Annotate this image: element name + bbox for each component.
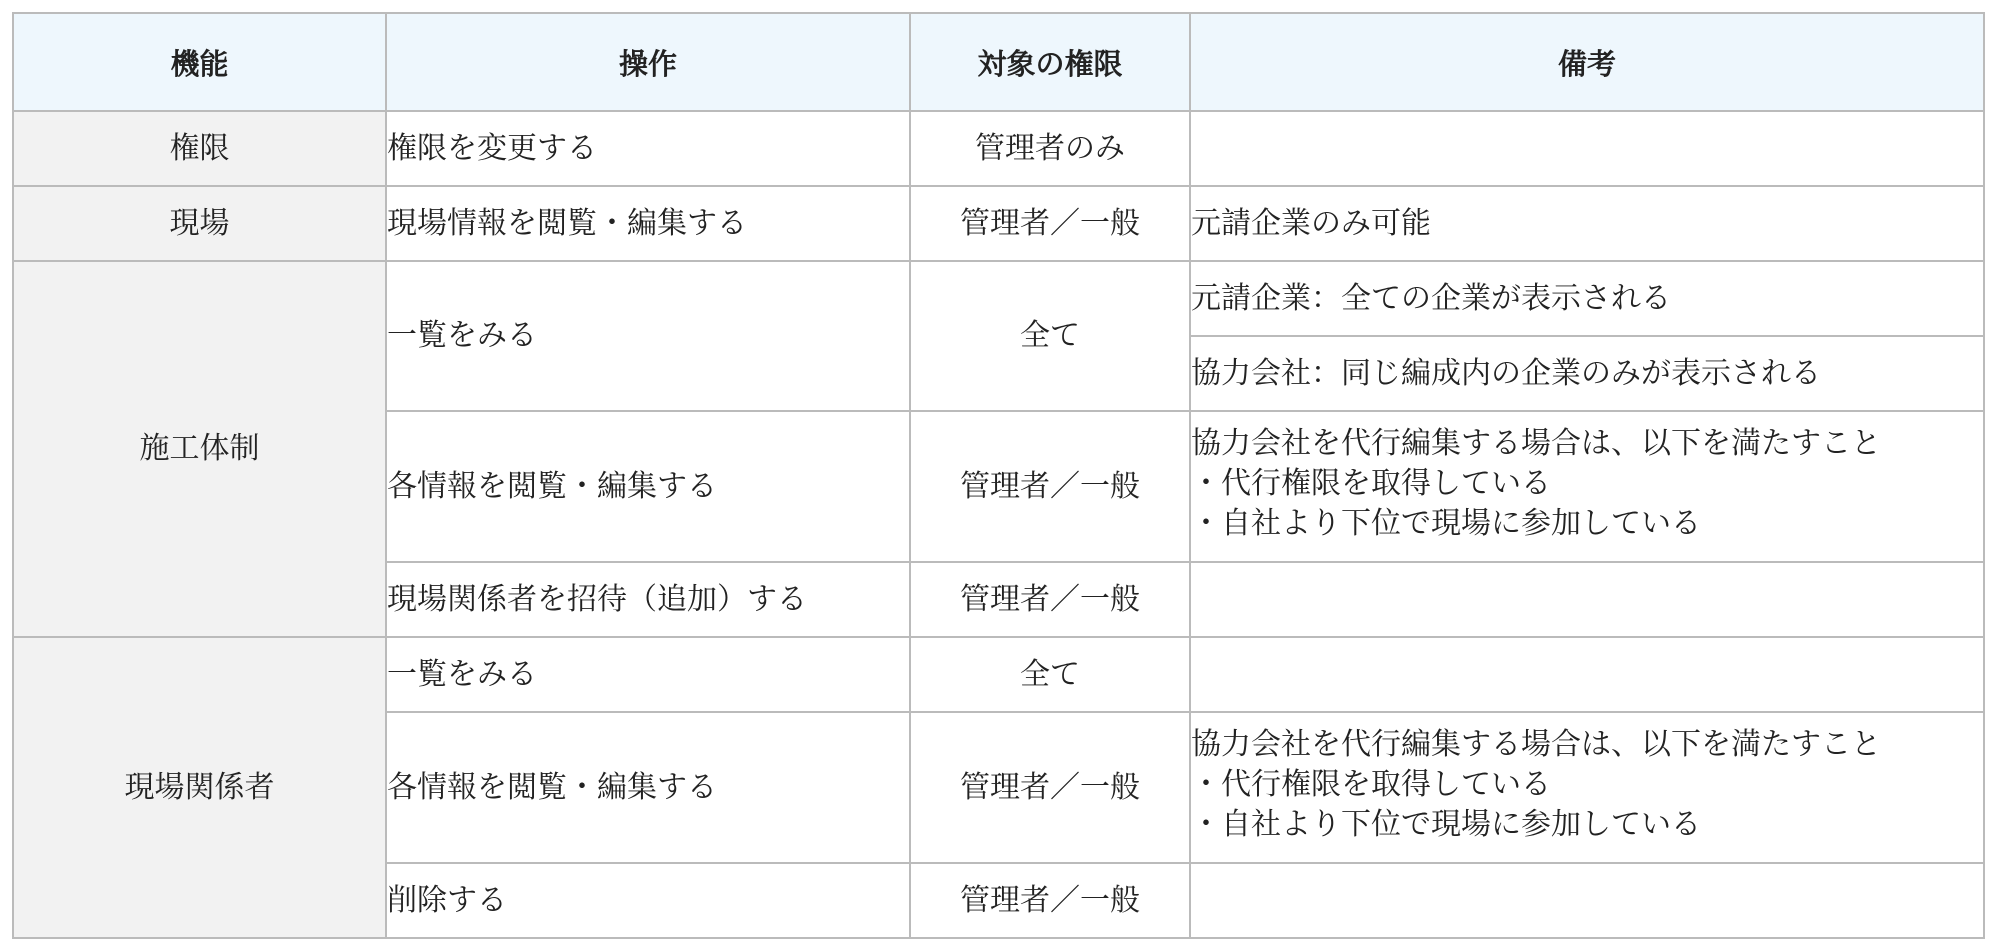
note-line: ・代行権限を取得している <box>1191 466 1551 501</box>
operation-cell: 現場関係者を招待（追加）する <box>386 562 910 637</box>
feature-cell: 施工体制 <box>13 261 386 637</box>
scope-cell: 全て <box>910 637 1190 712</box>
notes-cell <box>1190 111 1984 186</box>
table-row <box>13 637 1984 712</box>
scope-cell: 管理者／一般 <box>910 186 1190 261</box>
notes-cell <box>1190 712 1984 863</box>
notes-cell <box>1190 562 1984 637</box>
permissions-table-wrapper <box>12 12 1985 939</box>
note-line: ・代行権限を取得している <box>1191 767 1551 802</box>
operation-cell: 削除する <box>386 863 910 938</box>
note-line: ・自社より下位で現場に参加している <box>1191 807 1701 842</box>
header-row <box>13 13 1984 111</box>
header-scope: 対象の権限 <box>910 13 1190 111</box>
feature-cell: 現場 <box>13 186 386 261</box>
operation-cell: 現場情報を閲覧・編集する <box>386 186 910 261</box>
notes-cell <box>1190 863 1984 938</box>
header-feature: 機能 <box>13 13 386 111</box>
notes-cell <box>1190 411 1984 562</box>
operation-cell: 権限を変更する <box>386 111 910 186</box>
header-operation: 操作 <box>386 13 910 111</box>
table-row <box>13 111 1984 186</box>
scope-cell: 管理者／一般 <box>910 411 1190 562</box>
table-row <box>13 186 1984 261</box>
feature-cell: 権限 <box>13 111 386 186</box>
note-line: 協力会社を代行編集する場合は、以下を満たすこと <box>1191 426 1881 461</box>
operation-cell: 一覧をみる <box>386 261 910 411</box>
scope-cell: 全て <box>910 261 1190 411</box>
table-row <box>13 261 1984 336</box>
note-line: ・自社より下位で現場に参加している <box>1191 506 1701 541</box>
permissions-table <box>12 12 1985 939</box>
scope-cell: 管理者／一般 <box>910 712 1190 863</box>
notes-cell <box>1190 637 1984 712</box>
operation-cell: 各情報を閲覧・編集する <box>386 411 910 562</box>
notes-cell: 元請企業のみ可能 <box>1190 186 1984 261</box>
scope-cell: 管理者／一般 <box>910 863 1190 938</box>
header-notes: 備考 <box>1190 13 1984 111</box>
note-line: 協力会社を代行編集する場合は、以下を満たすこと <box>1191 727 1881 762</box>
feature-cell: 現場関係者 <box>13 637 386 938</box>
operation-cell: 一覧をみる <box>386 637 910 712</box>
scope-cell: 管理者のみ <box>910 111 1190 186</box>
scope-cell: 管理者／一般 <box>910 562 1190 637</box>
operation-cell: 各情報を閲覧・編集する <box>386 712 910 863</box>
notes-cell: 元請企業：全ての企業が表示される <box>1190 261 1984 336</box>
notes-cell: 協力会社：同じ編成内の企業のみが表示される <box>1190 336 1984 411</box>
